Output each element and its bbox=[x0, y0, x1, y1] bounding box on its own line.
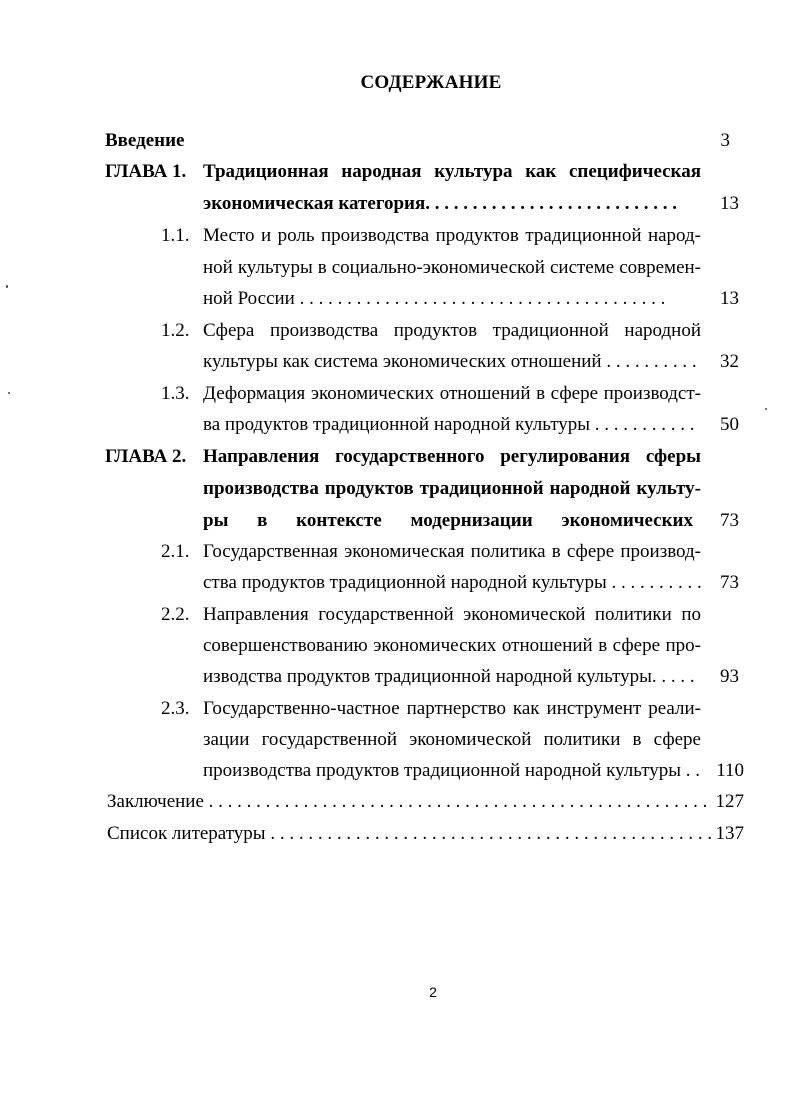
page-title: СОДЕРЖАНИЕ bbox=[360, 72, 502, 93]
section-title-line: ства продуктов традиционной народной культуры . . . . . . . . . . bbox=[203, 572, 702, 593]
chapter2-title-line: Направления государственного регулирования сферы bbox=[203, 446, 701, 467]
section-page: 13 bbox=[720, 288, 739, 309]
section-title-line: совершенствованию экономических отношений в сфере про- bbox=[203, 635, 701, 656]
section-title-line: Деформация экономических отношений в сфере производст- bbox=[203, 383, 701, 404]
scan-speck bbox=[765, 408, 767, 410]
chapter1-label: ГЛАВА 1. bbox=[105, 161, 187, 182]
section-number: 2.1. bbox=[161, 541, 190, 562]
section-title-line: ной России . . . . . . . . . . . . . . . . . . . . . . . . . . . . . . . . . . . . . . . bbox=[203, 288, 666, 309]
section-number: 1.2. bbox=[161, 320, 190, 341]
section-page: 110 bbox=[716, 760, 744, 781]
section-number: 2.2. bbox=[161, 604, 190, 625]
section-title-line: зации государственной экономической политики в сфере bbox=[203, 729, 701, 750]
chapter2-title-line: производства продуктов традиционной народной культу- bbox=[203, 478, 701, 499]
chapter2-page: 73 bbox=[720, 510, 739, 531]
chapter2-label: ГЛАВА 2. bbox=[105, 446, 187, 467]
chapter1-title-line: Традиционная народная культура как специфическая bbox=[203, 161, 701, 182]
section-title-line: Сфера производства продуктов традиционной народной bbox=[203, 320, 701, 341]
toc-conclusion: Заключение . . . . . . . . . . . . . . . . . . . . . . . . . . . . . . . . . . . . . . . . . . . . . . . . . . . . . bbox=[107, 791, 708, 812]
section-number: 1.3. bbox=[161, 383, 190, 404]
toc-intro-label: Введение bbox=[105, 130, 185, 151]
scan-speck bbox=[6, 285, 8, 288]
section-title-line: Государственно-частное партнерство как инструмент реали- bbox=[203, 698, 701, 719]
toc-conclusion-page: 127 bbox=[715, 791, 744, 812]
section-page: 50 bbox=[720, 414, 739, 435]
section-title-line: ной культуры в социально-экономической системе современ- bbox=[203, 257, 701, 278]
section-page: 93 bbox=[720, 666, 739, 687]
section-title-line: культуры как система экономических отношений . . . . . . . . . . bbox=[203, 351, 697, 372]
section-page: 32 bbox=[720, 351, 739, 372]
section-number: 2.3. bbox=[161, 698, 190, 719]
section-title-line: изводства продуктов традиционной народной культуры. . . . . bbox=[203, 666, 695, 687]
section-title-line: Место и роль производства продуктов традиционной народ- bbox=[203, 225, 701, 246]
section-title-line: Государственная экономическая политика в сфере производ- bbox=[203, 541, 701, 562]
section-title-line: ва продуктов традиционной народной культуры . . . . . . . . . . . bbox=[203, 414, 695, 435]
chapter2-title-line: ры в контексте модернизации экономических bbox=[203, 510, 693, 531]
toc-bibliography-page: 137 bbox=[715, 823, 744, 844]
section-number: 1.1. bbox=[161, 225, 190, 246]
toc-bibliography: Список литературы . . . . . . . . . . . . . . . . . . . . . . . . . . . . . . . . . . . . . . . . . . . . . . . bbox=[107, 823, 713, 844]
section-title-line: Направления государственной экономической политики по bbox=[203, 604, 701, 625]
chapter1-title-line: экономическая категория. . . . . . . . . . . . . . . . . . . . . . . . . . . bbox=[203, 193, 678, 214]
section-title-line: производства продуктов традиционной народной культуры . . bbox=[203, 760, 701, 781]
toc-intro-page: 3 bbox=[720, 130, 730, 151]
scan-speck bbox=[8, 392, 10, 394]
chapter1-page: 13 bbox=[720, 193, 739, 214]
section-page: 73 bbox=[720, 572, 739, 593]
page-number: 2 bbox=[429, 984, 437, 1000]
